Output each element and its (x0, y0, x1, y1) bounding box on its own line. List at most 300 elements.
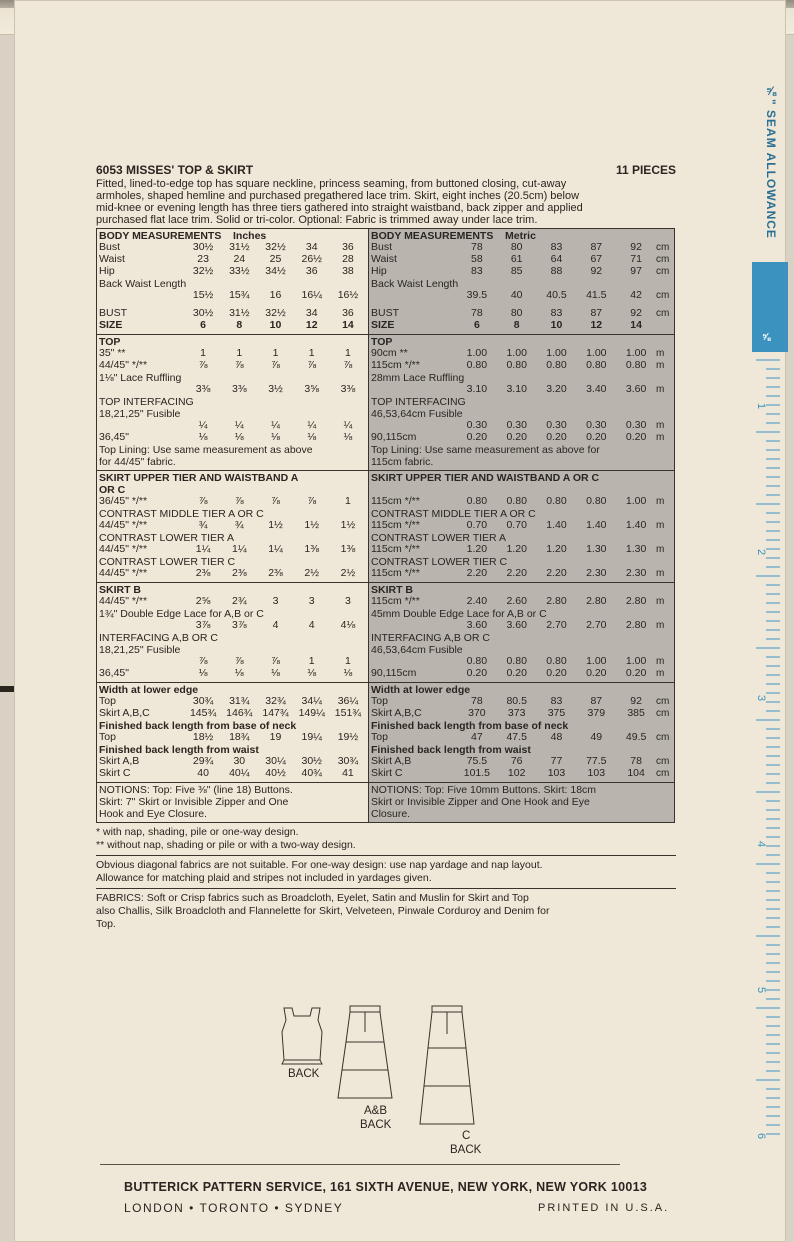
data-row (371, 360, 672, 372)
row-unit: m (655, 384, 665, 395)
row-value: ⅞ (307, 495, 317, 507)
skirt-tiers-metric-cell (369, 471, 675, 583)
row-value: 151¾ (334, 707, 362, 719)
pattern-info-panel (96, 164, 676, 931)
row-label: Waist (371, 253, 397, 265)
data-row (371, 620, 672, 632)
section-title: SKIRT UPPER TIER AND WAISTBAND A OR C (371, 472, 600, 484)
row-value: ⅛ (307, 431, 317, 443)
row-value: 1 (308, 655, 315, 667)
row-value: 1.40 (586, 519, 607, 531)
row-label: 46,53,64cm Fusible (371, 408, 463, 420)
row-value: ¼ (307, 419, 317, 431)
row-value: 1¼ (195, 543, 211, 555)
row-value: 3½ (268, 383, 283, 395)
row-label: Skirt C (371, 767, 403, 779)
row-value: 1.20 (546, 543, 567, 555)
row-value: ¾ (234, 519, 244, 531)
row-value: 77 (550, 755, 563, 767)
row-value: 3⅜ (195, 383, 211, 395)
row-unit: m (655, 544, 665, 555)
row-value: ⅛ (343, 667, 353, 679)
row-value: 83 (471, 265, 483, 277)
ruler-number: 6 (755, 1132, 768, 1140)
description-line: purchased flat lace trim. Solid or tri-color. Optional: Fabric is trimmed away under lace trim. (96, 214, 538, 226)
row-value: 0.20 (625, 667, 647, 679)
section-title: Width at lower edge (371, 684, 471, 696)
notions-metric-cell (369, 783, 675, 823)
row-value: 30¼ (265, 755, 286, 767)
row-unit: cm (655, 756, 670, 767)
row-unit: cm (655, 696, 670, 707)
row-value: 0.30 (625, 419, 647, 431)
row-label: Back Waist Length (371, 278, 459, 290)
row-label: 44/45" */** (99, 567, 148, 579)
data-row (99, 544, 366, 556)
row-value: ⅞ (234, 655, 244, 667)
data-row (99, 668, 366, 680)
row-value: 32¾ (265, 695, 286, 707)
section-title: CONTRAST MIDDLE TIER A OR C (99, 508, 264, 520)
row-value: 36 (342, 241, 354, 253)
row-value: 379 (587, 707, 606, 719)
row-value: 39.5 (466, 289, 488, 301)
row-value: 1¼ (232, 543, 247, 555)
row-value: 40.5 (546, 289, 567, 301)
row-value: 2.60 (506, 595, 527, 607)
row-value: 0.80 (466, 495, 488, 507)
row-value: 8 (236, 319, 243, 331)
row-value: 2⅜ (268, 567, 283, 579)
row-value: 24 (233, 253, 246, 265)
row-label: Skirt A,B (99, 755, 140, 767)
row-label: 44/45" */** (99, 543, 148, 555)
section-title: TOP (371, 336, 393, 348)
row-value: 2.80 (625, 619, 647, 631)
row-value: 1 (344, 347, 351, 359)
lining-note: Top Lining: Use same measurement as above for (371, 444, 600, 456)
row-value: 8 (513, 319, 520, 331)
top-metric-cell (369, 335, 675, 471)
row-value: 28 (342, 253, 354, 265)
row-value: 77.5 (586, 755, 607, 767)
row-label: 115cm */** (371, 595, 420, 607)
section-title: CONTRAST LOWER TIER A (371, 532, 506, 544)
row-label: Skirt A,B (371, 755, 412, 767)
row-label: 44/45" */** (99, 359, 148, 371)
section-title: TOP INTERFACING (371, 396, 466, 408)
row-value: 1¼ (268, 543, 283, 555)
data-row (99, 568, 366, 580)
row-value: 3⅞ (232, 619, 247, 631)
row-value: 3.10 (466, 383, 488, 395)
diagonal-line: Obvious diagonal fabrics are not suitable. For one-way design: use nap yardage and nap layout. (96, 859, 543, 871)
data-row (99, 520, 366, 532)
garment-back-views (280, 1002, 520, 1162)
top-row (97, 335, 675, 471)
row-value: 32½ (265, 307, 286, 319)
row-value: 3⅝ (304, 383, 320, 395)
ruler-number: 3 (755, 694, 768, 702)
section-title: CONTRAST LOWER TIER C (371, 556, 508, 568)
row-unit: m (655, 348, 665, 359)
lining-note: 115cm fabric. (371, 456, 434, 468)
row-value: 75.5 (466, 755, 488, 767)
row-value: 2.20 (466, 567, 488, 579)
row-label: 18,21,25" Fusible (99, 644, 181, 656)
body-inches-cell (97, 229, 369, 335)
row-value: 92 (590, 265, 603, 277)
row-value: 19½ (337, 731, 359, 743)
row-label: 36/45" */** (99, 495, 148, 507)
row-value: 83 (550, 241, 563, 253)
row-unit: m (655, 496, 665, 507)
row-value: ⅞ (198, 655, 208, 667)
description-line: armholes, shaped hemline and purchased pregathered lace trim. Skirt, eight inches (20.5cm) below (96, 190, 580, 202)
row-value: 3 (272, 595, 279, 607)
row-value: 40¼ (229, 767, 250, 779)
row-value: 0.20 (625, 431, 647, 443)
row-value: 0.80 (466, 655, 488, 667)
ab-letter-label: A&B (364, 1105, 388, 1117)
row-value: 0.30 (546, 419, 567, 431)
row-value: 2.30 (586, 567, 607, 579)
row-value: 64 (550, 253, 563, 265)
row-label: BUST (371, 307, 400, 319)
row-value: 15½ (192, 289, 214, 301)
row-value: 1 (236, 347, 243, 359)
row-value: 1⅜ (340, 543, 356, 555)
row-value: 2.20 (506, 567, 527, 579)
section-title: CONTRAST MIDDLE TIER A OR C (371, 508, 536, 520)
data-row (371, 432, 672, 444)
row-value: ⅛ (198, 431, 208, 443)
row-label: 115cm */** (371, 359, 420, 371)
row-value: 1⅜ (304, 543, 320, 555)
data-row (99, 290, 366, 302)
pattern-description (96, 178, 676, 226)
row-value: 23 (197, 253, 209, 265)
row-value: 87 (590, 307, 603, 319)
row-label: 90,115cm (371, 431, 417, 443)
section-title: SKIRT B (99, 584, 141, 596)
row-value: 4 (272, 619, 279, 631)
row-label: 90,115cm (371, 667, 417, 679)
data-row (371, 708, 672, 720)
footnote-line: * with nap, shading, pile or one-way design. (96, 826, 299, 838)
row-value: 1.40 (546, 519, 567, 531)
row-value: ¼ (271, 419, 280, 431)
row-value: 30½ (192, 241, 214, 253)
c-letter-label: C (462, 1130, 471, 1142)
row-value: 88 (550, 265, 563, 277)
row-value: 14 (630, 319, 642, 331)
row-value: 0.20 (466, 431, 488, 443)
row-unit: cm (655, 242, 670, 253)
top-inches-cell (97, 335, 369, 471)
row-unit: m (655, 668, 665, 679)
row-value: 3⅞ (195, 619, 211, 631)
data-row (99, 496, 366, 508)
row-value: 1 (272, 347, 279, 359)
data-row (99, 768, 366, 780)
fabrics-note (96, 892, 676, 931)
row-label: 28mm Lace Ruffling (371, 372, 465, 384)
lining-note: Top Lining: Use same measurement as above (99, 444, 313, 456)
row-value: 61 (510, 253, 523, 265)
row-label: 90cm ** (371, 347, 408, 359)
row-value: 0.80 (625, 359, 647, 371)
row-value: 25 (269, 253, 282, 265)
data-row (99, 596, 366, 608)
row-value: 41.5 (586, 289, 607, 301)
row-value: 146¾ (226, 707, 253, 719)
row-value: 0.30 (506, 419, 527, 431)
row-value: 2.40 (466, 595, 488, 607)
row-value: 40½ (265, 767, 286, 779)
row-value: 76 (510, 755, 523, 767)
ruler-number: 4 (755, 840, 768, 848)
row-value: 2.70 (546, 619, 567, 631)
row-value: 0.80 (506, 495, 527, 507)
row-value: 30½ (192, 307, 214, 319)
lining-note: for 44/45" fabric. (99, 456, 176, 468)
row-value: 26½ (301, 253, 322, 265)
section-title: CONTRAST LOWER TIER A (99, 532, 234, 544)
section-title: OR C (99, 484, 126, 496)
section-title: Width at lower edge (99, 684, 199, 696)
row-value: 1.40 (625, 519, 647, 531)
row-value: 385 (627, 707, 645, 719)
seam-allowance-label: ⅝" SEAM ALLOWANCE (764, 84, 778, 239)
row-unit: m (655, 360, 665, 371)
row-value: 19 (269, 731, 282, 743)
section-title: CONTRAST LOWER TIER C (99, 556, 236, 568)
row-unit: cm (655, 308, 670, 319)
data-row (99, 732, 366, 744)
row-value: 97 (630, 265, 642, 277)
row-value: ⅛ (307, 667, 317, 679)
row-value: 4⅛ (340, 619, 356, 631)
row-value: 10 (550, 319, 563, 331)
row-value: 12 (305, 319, 318, 331)
row-label: 36,45" (99, 667, 130, 679)
row-unit: cm (655, 732, 670, 743)
data-row (371, 544, 672, 556)
row-value: ⅞ (198, 495, 208, 507)
row-label: Bust (371, 241, 393, 253)
row-value: 12 (590, 319, 603, 331)
row-unit: m (655, 432, 665, 443)
row-value: 1.00 (586, 347, 607, 359)
notions-line: Hook and Eye Closure. (99, 808, 207, 820)
row-value: 34½ (265, 265, 286, 277)
skirt-b-metric-cell (369, 583, 675, 683)
row-label: 46,53,64cm Fusible (371, 644, 463, 656)
row-value: 16¼ (301, 289, 322, 301)
edge-mark (0, 686, 14, 692)
divider (96, 855, 676, 856)
row-value: 0.80 (546, 655, 567, 667)
row-value: 16 (269, 289, 282, 301)
row-value: 0.20 (506, 667, 527, 679)
row-label: 45mm Double Edge Lace for A,B or C (371, 608, 547, 620)
data-row (371, 668, 672, 680)
row-value: 2.80 (586, 595, 607, 607)
row-unit: m (655, 620, 665, 631)
row-value: 0.20 (586, 431, 607, 443)
row-value: 15¾ (229, 289, 250, 301)
data-row (99, 708, 366, 720)
data-row (99, 360, 366, 372)
row-value: 31¾ (229, 695, 250, 707)
row-value: 0.80 (506, 655, 527, 667)
row-value: 3.60 (466, 619, 488, 631)
notions-line: NOTIONS: Top: Five 10mm Buttons. Skirt: 18cm (371, 784, 597, 796)
row-label: Top (371, 695, 388, 707)
row-value: 2⅜ (232, 567, 247, 579)
row-value: 47.5 (506, 731, 527, 743)
row-value: 58 (471, 253, 483, 265)
row-value: 49 (590, 731, 603, 743)
row-value: 36 (342, 307, 354, 319)
row-value: 0.80 (546, 359, 567, 371)
row-value: ⅞ (234, 359, 244, 371)
seam-band-fraction: ⅝ (762, 332, 771, 343)
row-label: Hip (371, 265, 387, 277)
footer-rule (100, 1164, 620, 1165)
row-value: 0.70 (506, 519, 527, 531)
row-value: 80 (510, 307, 523, 319)
data-row (99, 432, 366, 444)
row-value: ⅞ (198, 359, 208, 371)
row-value: 78 (630, 755, 642, 767)
description-line: Fitted, lined-to-edge top has square neckline, princess seaming, from buttoned closing, cut-away (96, 178, 567, 190)
ruler-number: 1 (755, 402, 768, 410)
row-value: 0.20 (506, 431, 527, 443)
row-label: Top (99, 731, 116, 743)
skirt-tiers-row (97, 471, 675, 583)
row-value: 0.80 (506, 359, 527, 371)
footnote-line: ** without nap, shading or pile or with a two-way design. (96, 839, 356, 851)
ruler-number: 5 (755, 986, 768, 994)
row-value: 1.20 (466, 543, 488, 555)
yardage-table (96, 228, 675, 823)
row-value: 373 (507, 707, 526, 719)
data-row (371, 266, 672, 278)
section-title: TOP (99, 336, 121, 348)
notions-row (97, 783, 675, 823)
row-unit: m (655, 656, 665, 667)
data-row (371, 384, 672, 396)
row-value: 2.80 (546, 595, 567, 607)
ruler-number: 2 (755, 548, 768, 556)
row-label: Top (99, 695, 116, 707)
row-value: 145¾ (189, 707, 217, 719)
top-back-sketch (282, 1008, 322, 1060)
diagonal-line: Allowance for matching plaid and stripes not included in yardages given. (96, 872, 432, 884)
section-title: Finished back length from waist (99, 744, 259, 756)
diagonal-note (96, 859, 676, 885)
row-value: 48 (550, 731, 563, 743)
fabrics-line: FABRICS: Soft or Crisp fabrics such as Broadcloth, Eyelet, Satin and Muslin for Skirt and Top (96, 892, 529, 904)
row-value: 102 (507, 767, 526, 779)
row-value: 0.70 (466, 519, 488, 531)
row-value: 2.30 (625, 567, 647, 579)
data-row (99, 384, 366, 396)
row-unit: m (655, 568, 665, 579)
row-value: 1.30 (625, 543, 647, 555)
row-value: ¾ (198, 519, 208, 531)
row-label: Bust (99, 241, 121, 253)
data-row (371, 732, 672, 744)
garment-sketches (280, 1002, 520, 1162)
data-row (99, 266, 366, 278)
row-value: 83 (550, 695, 563, 707)
row-value: 2¾ (232, 595, 247, 607)
row-value: 38 (342, 265, 354, 277)
row-value: 32½ (192, 265, 214, 277)
section-title: Finished back length from waist (371, 744, 531, 756)
row-label: 115cm */** (371, 543, 420, 555)
section-title: Finished back length from base of neck (99, 720, 297, 732)
row-label: 115cm */** (371, 519, 420, 531)
row-value: 0.20 (546, 667, 567, 679)
notions-line: Closure. (371, 808, 411, 820)
row-value: 1 (308, 347, 315, 359)
size-row (99, 320, 366, 332)
row-value: ⅛ (234, 667, 244, 679)
row-value: 80.5 (506, 695, 527, 707)
row-value: 375 (547, 707, 566, 719)
row-value: ⅞ (234, 495, 244, 507)
row-value: 36¼ (337, 695, 359, 707)
row-value: 40 (197, 767, 209, 779)
row-value: 30 (233, 755, 246, 767)
notions-line: NOTIONS: Top: Five ⅜" (line 18) Buttons. (99, 784, 293, 796)
row-value: 3.40 (586, 383, 607, 395)
row-unit: cm (655, 290, 670, 301)
data-row (371, 568, 672, 580)
row-value: 0.20 (466, 667, 488, 679)
row-value: 71 (630, 253, 642, 265)
row-value: 6 (473, 319, 480, 331)
row-value: 4 (308, 619, 315, 631)
row-label: 1⅛" Lace Ruffling (99, 372, 182, 384)
publisher-address: BUTTERICK PATTERN SERVICE, 161 SIXTH AVENUE, NEW YORK, NEW YORK 10013 (124, 1180, 648, 1194)
row-unit: cm (655, 768, 670, 779)
row-value: 3 (308, 595, 315, 607)
row-value: 6 (200, 319, 207, 331)
publisher-cities: LONDON • TORONTO • SYDNEY (124, 1201, 344, 1215)
notions-line: Skirt or Invisible Zipper and One Hook and Eye (371, 796, 590, 808)
row-value: ⅛ (234, 431, 244, 443)
row-label: Hip (99, 265, 115, 277)
data-row (99, 620, 366, 632)
data-row (371, 496, 672, 508)
row-value: 47 (471, 731, 483, 743)
notions-inches-cell (97, 783, 369, 823)
row-value: 101.5 (463, 767, 491, 779)
row-value: 92 (630, 307, 642, 319)
printed-in: PRINTED IN U.S.A. (538, 1202, 670, 1214)
row-label: Skirt A,B,C (371, 707, 422, 719)
row-value: 83 (550, 307, 563, 319)
row-unit: cm (655, 266, 670, 277)
row-value: 0.80 (466, 359, 488, 371)
row-value: 2.80 (625, 595, 647, 607)
description-line: mid-knee or evening length has three tiers gathered into straight waistband, back zipper and applied (96, 202, 583, 214)
